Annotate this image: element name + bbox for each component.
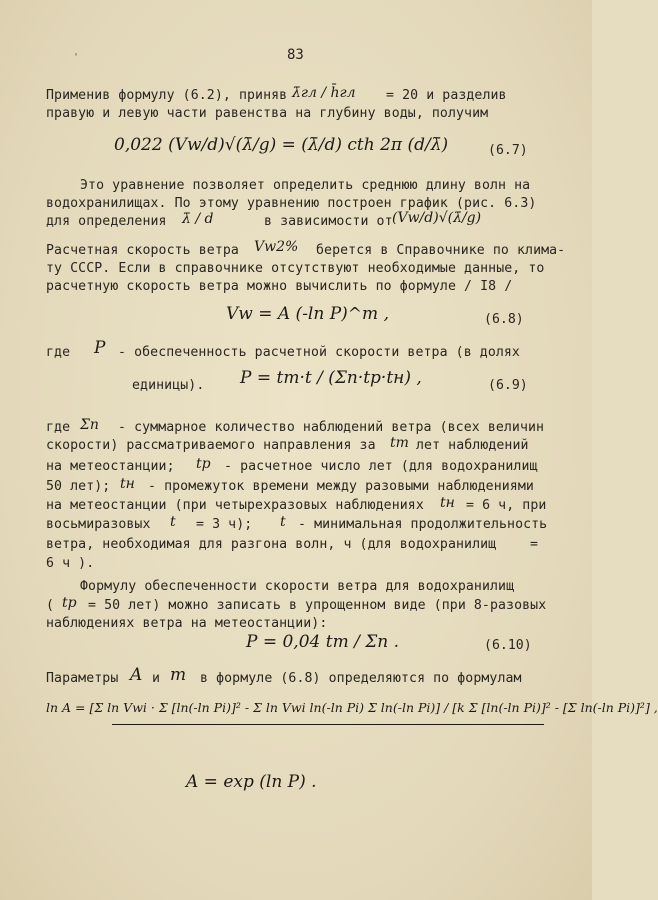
text-line: = 20 и разделив	[386, 88, 507, 103]
text-line: берется в Справочнике по клима-	[316, 243, 566, 258]
formula-Sn: Σn	[80, 417, 99, 433]
formula-eq-6-7: 0,022 (Vw/d)√(λ̄/g) = (λ̄/d) cth 2π (d/λ̄)	[114, 135, 449, 155]
formula-tp2: tp	[62, 595, 77, 611]
text-line: =	[530, 537, 539, 552]
fraction-bar	[112, 724, 544, 725]
formula-eq-6-9: P = tm·t / (Σn·tp·tн) ,	[240, 368, 422, 388]
formula-tn2: tн	[440, 495, 455, 511]
equation-number: (6.10)	[484, 638, 532, 653]
formula-t2: t	[280, 514, 286, 530]
text-line: где	[46, 420, 71, 435]
formula-tm: tm	[390, 435, 409, 451]
margin-mark: '	[73, 52, 80, 63]
formula-eq-6-10: P = 0,04 tm / Σn .	[246, 632, 400, 652]
text-line: 50 лет);	[46, 479, 111, 494]
formula-tn: tн	[120, 476, 135, 492]
text-line: = 6 ч, при	[466, 498, 547, 513]
text-line: ту СССР. Если в справочнике отсутствуют необходимые данные, то	[46, 261, 545, 276]
formula-ratio: λ̄гл / h̄гл	[292, 85, 356, 101]
text-line: - расчетное число лет (для водохранилищ	[224, 459, 538, 474]
text-line: наблюдениях ветра на метеостанции):	[46, 616, 328, 631]
text-line: = 50 лет) можно записать в упрощенном виде (при 8-разовых	[88, 598, 547, 613]
formula-eq-6-8: Vw = A (-ln P)^m ,	[226, 304, 389, 324]
text-line: Применив формулу (6.2), приняв	[46, 88, 288, 103]
text-line: Формулу обеспеченности скорости ветра для водохранилищ	[80, 579, 515, 594]
formula-tp: tp	[196, 456, 211, 472]
text-line: на метеостанции (при четырехразовых наблюдениях	[46, 498, 424, 513]
text-line: расчетную скорость ветра можно вычислить по формуле / I8 /	[46, 279, 513, 294]
text-line: на метеостанции;	[46, 459, 175, 474]
formula-vw-d: (Vw/d)√(λ̄/g)	[392, 210, 482, 226]
text-line: восьмиразовых	[46, 517, 151, 532]
text-line: (	[46, 598, 55, 613]
formula-m: m	[170, 665, 187, 685]
text-line: правую и левую части равенства на глубину воды, получим	[46, 106, 489, 121]
text-line: скорости) рассматриваемого направления за	[46, 438, 376, 453]
text-line: - промежуток времени между разовыми наблюдениями	[148, 479, 534, 494]
formula-lambda-d: λ̄ / d	[182, 211, 214, 227]
text-line: ветра, необходимая для разгона волн, ч (для водохранилищ	[46, 537, 497, 552]
text-line: единицы).	[132, 378, 205, 393]
text-line: для определения	[46, 214, 167, 229]
text-line: = 3 ч);	[196, 517, 253, 532]
formula-A-exp: A = exp (ln P) .	[186, 772, 317, 792]
text-line: - минимальная продолжительность	[298, 517, 548, 532]
text-line: в формуле (6.8) определяются по формулам	[200, 671, 522, 686]
text-line: 6 ч ).	[46, 556, 95, 571]
text-line: - обеспеченность расчетной скорости ветра (в долях	[118, 345, 520, 360]
text-line: водохранилищах. По этому уравнению построен график (рис. 6.3)	[46, 196, 537, 211]
text-line: Это уравнение позволяет определить среднюю длину волн на	[80, 178, 531, 193]
formula-ln-A: ln A = [Σ ln Vwi · Σ [ln(-ln Pi)]² - Σ ln Vwi ln(-ln Pi) Σ ln(-ln Pi)] / [k Σ [ln(-ln Pi)]² - [Σ ln(-ln Pi)]²] ,	[46, 700, 658, 715]
text-line: Расчетная скорость ветра	[46, 243, 239, 258]
page-number: 83	[287, 47, 304, 63]
equation-number: (6.9)	[488, 378, 528, 393]
text-line: в зависимости от	[264, 214, 393, 229]
text-line: где	[46, 345, 71, 360]
formula-P: P	[94, 338, 106, 358]
text-line: лет наблюдений	[416, 438, 529, 453]
text-line: и	[152, 671, 161, 686]
text-line: Параметры	[46, 671, 119, 686]
equation-number: (6.7)	[488, 143, 528, 158]
formula-v2: Vw2%	[254, 239, 299, 255]
text-line: - суммарное количество наблюдений ветра (всех величин	[118, 420, 545, 435]
formula-A: A	[130, 665, 143, 685]
formula-t: t	[170, 514, 176, 530]
equation-number: (6.8)	[484, 312, 524, 327]
